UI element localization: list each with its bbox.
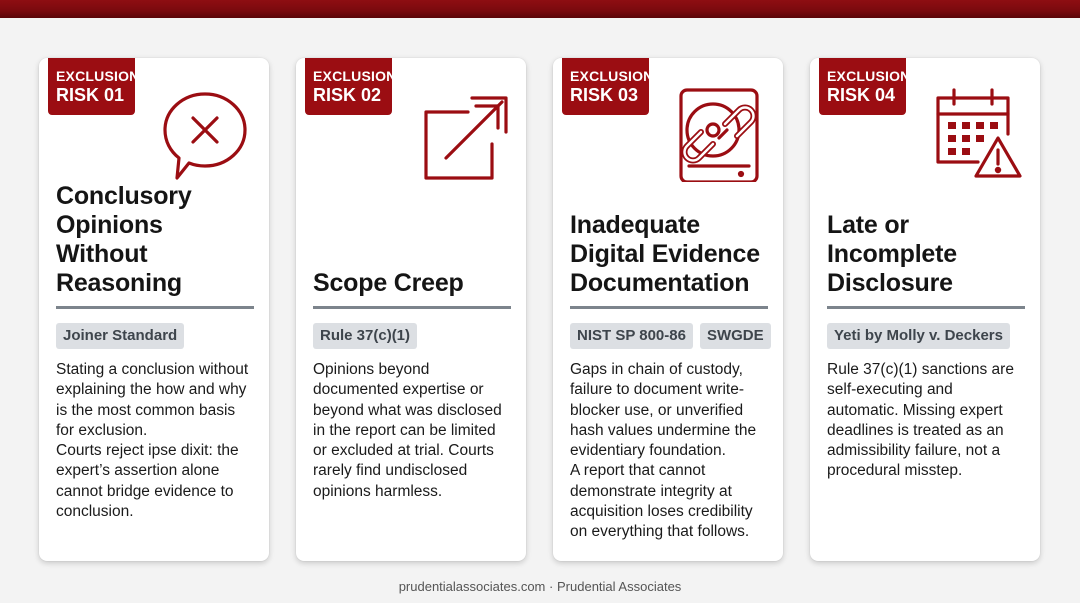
body-paragraph: Opinions beyond documented expertise or beyond what was disclosed in the report can be limited or excluded at trial. Courts rarely find undisclosed opinions harmless. — [313, 361, 502, 500]
tag-number: RISK 01 — [56, 85, 125, 105]
reference-chip: SWGDE — [700, 323, 771, 349]
body-paragraph: Stating a conclusion without explaining the how and why is the most common basis for exclusion. — [56, 361, 249, 439]
card-exclusion-risk-01 — [39, 58, 269, 561]
body-paragraph: Gaps in chain of custody, failure to document write-blocker use, or unverified hash values undermine the evidentiary foundation. — [570, 361, 757, 460]
reference-chips — [570, 323, 775, 349]
footer-site: prudentialassociates.com — [398, 579, 546, 594]
risk-tag — [48, 58, 140, 115]
footer — [0, 579, 1080, 595]
card-title-box — [56, 182, 256, 298]
card-body — [313, 360, 513, 502]
tag-label: EXCLUSION — [56, 68, 140, 84]
reference-chips — [827, 323, 1032, 349]
reference-chip: Joiner Standard — [56, 323, 184, 349]
reference-chip: Yeti by Molly v. Deckers — [827, 323, 1010, 349]
risk-tag — [562, 58, 654, 115]
reference-chips — [56, 323, 261, 349]
tag-number: RISK 04 — [827, 85, 896, 105]
calendar-warning-icon — [930, 86, 1022, 182]
broken-link-drive-icon — [673, 86, 765, 182]
divider — [827, 306, 1025, 309]
card-exclusion-risk-03 — [553, 58, 783, 561]
divider — [56, 306, 254, 309]
card-title: Scope Creep — [313, 269, 464, 297]
body-paragraph: A report that cannot demonstrate integrity at acquisition loses credibility on everything that follows. — [570, 462, 753, 541]
card-title-box — [570, 208, 770, 298]
divider — [313, 306, 511, 309]
external-arrow-icon — [416, 86, 508, 182]
tag-label: EXCLUSION — [827, 68, 911, 84]
footer-company: Prudential Associates — [557, 579, 682, 594]
body-paragraph: Courts reject ipse dixit: the expert’s assertion alone cannot bridge evidence to conclusion. — [56, 442, 239, 521]
reference-chip: Rule 37(c)(1) — [313, 323, 417, 349]
reference-chips — [313, 323, 518, 349]
tag-number: RISK 03 — [570, 85, 639, 105]
reference-chip: NIST SP 800-86 — [570, 323, 693, 349]
card-title: Late or Incomplete Disclosure — [827, 211, 957, 297]
divider — [570, 306, 768, 309]
tag-number: RISK 02 — [313, 85, 382, 105]
tag-label: EXCLUSION — [313, 68, 397, 84]
card-body — [56, 360, 256, 522]
card-exclusion-risk-02 — [296, 58, 526, 561]
tag-label: EXCLUSION — [570, 68, 654, 84]
risk-tag — [305, 58, 397, 115]
risk-tag — [819, 58, 911, 115]
card-body — [570, 360, 770, 543]
card-title-box — [313, 208, 513, 298]
card-exclusion-risk-04 — [810, 58, 1040, 561]
card-title: Conclusory Opinions Without Reasoning — [56, 182, 192, 297]
card-title: Inadequate Digital Evidence Documentation — [570, 211, 760, 297]
footer-separator: · — [549, 579, 554, 594]
card-title-box — [827, 208, 1027, 298]
card-body — [827, 360, 1027, 482]
speech-bubble-x-icon — [159, 86, 251, 182]
body-paragraph: Rule 37(c)(1) sanctions are self-executing and automatic. Missing expert deadlines is treated as an admissibility failure, not a procedural misstep. — [827, 361, 1014, 480]
